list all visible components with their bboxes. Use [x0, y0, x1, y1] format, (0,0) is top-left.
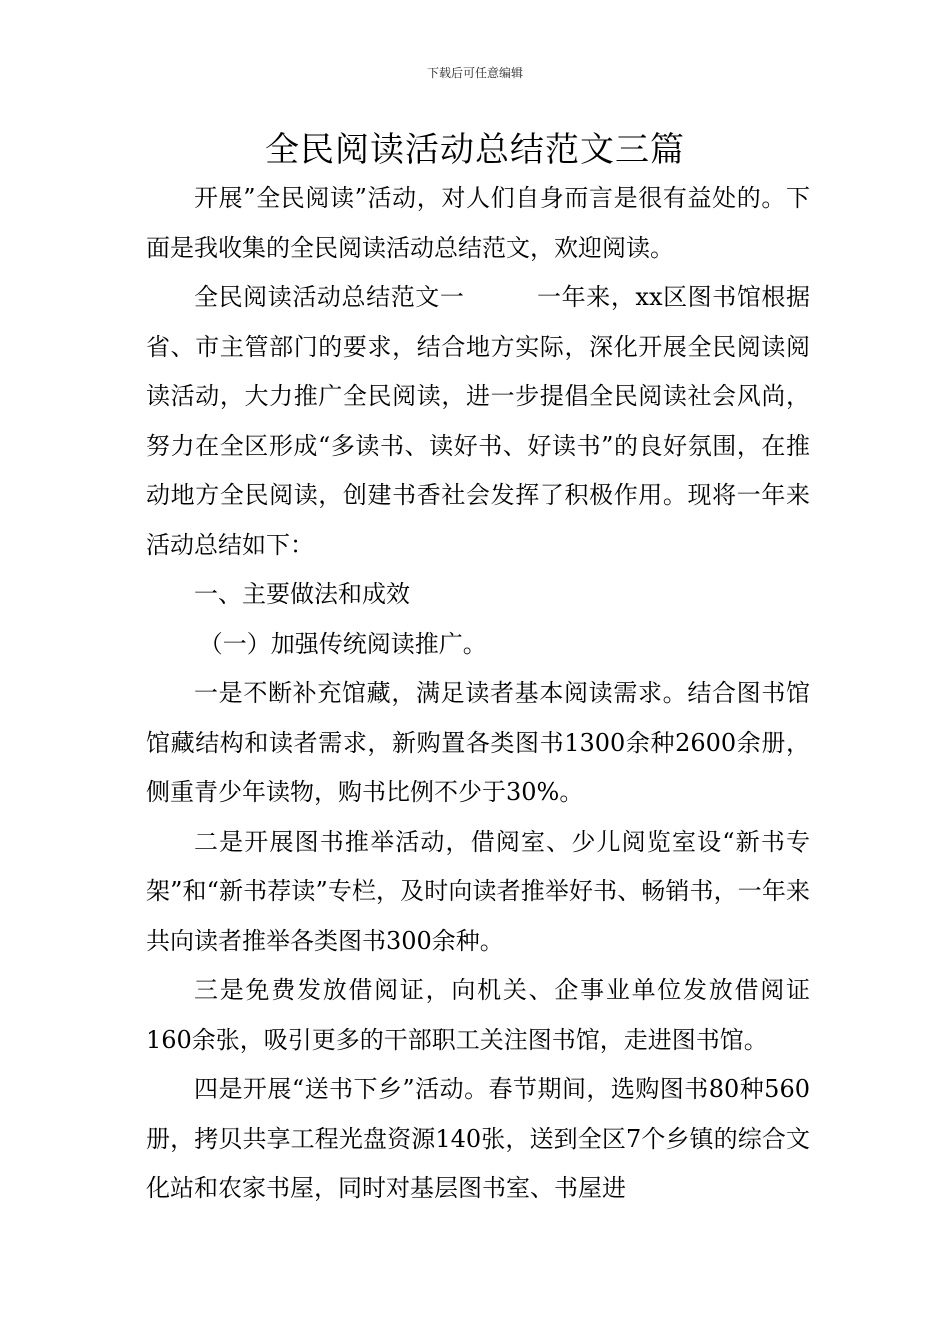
intro-paragraph: 开展”全民阅读”活动，对人们自身而言是很有益处的。下面是我收集的全民阅读活动总结范文，欢迎阅读。 [146, 184, 810, 262]
document-body [146, 174, 810, 1214]
paragraph-item-4: 四是开展“送书下乡”活动。春节期间，选购图书80种560册，拷贝共享工程光盘资源140张，送到全区7个乡镇的综合文化站和农家书屋，同时对基层图书室、书屋进 [146, 1075, 810, 1202]
paragraph-item-2: 二是开展图书推举活动，借阅室、少儿阅览室设“新书专架”和“新书荐读”专栏，及时向读者推举好书、畅销书，一年来共向读者推举各类图书300余种。 [146, 827, 810, 955]
sample-one-text: 一年来，xx区图书馆根据省、市主管部门的要求，结合地方实际，深化开展全民阅读阅读活动，大力推广全民阅读，进一步提倡全民阅读社会风尚，努力在全区形成“多读书、读好书、好读书”的良好氛围，在推动地方全民阅读，创建书香社会发挥了积极作用。现将一年来活动总结如下： [146, 283, 810, 559]
paragraph-item-3: 三是免费发放借阅证，向机关、企事业单位发放借阅证160余张，吸引更多的干部职工关注图书馆，走进图书馆。 [146, 976, 810, 1054]
section-heading-1: 一、主要做法和成效 [194, 580, 410, 608]
header-note: 下载后可任意编辑 [426, 66, 523, 80]
paragraph-sample-one [146, 273, 810, 570]
sample-one-label: 全民阅读活动总结范文一 [194, 283, 465, 311]
subsection-heading-1: （一）加强传统阅读推广。 [198, 629, 487, 658]
document-title: 全民阅读活动总结范文三篇 [265, 130, 685, 170]
paragraph-item-1: 一是不断补充馆藏，满足读者基本阅读需求。结合图书馆馆藏结构和读者需求，新购置各类图书1300余种2600余册，侧重青少年读物，购书比例不少于30%。 [146, 679, 810, 806]
